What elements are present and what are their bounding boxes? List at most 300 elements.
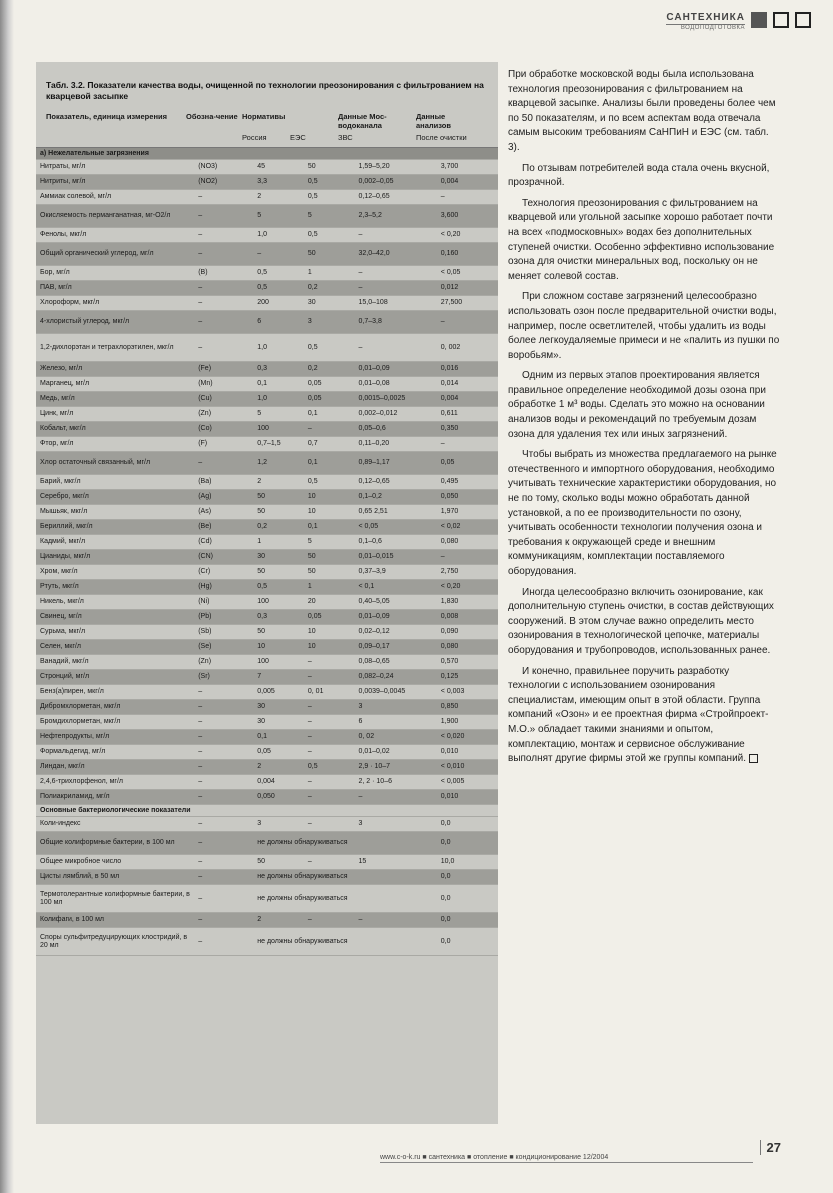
cell-russia: 3 <box>253 817 304 832</box>
cell-designation: (CN) <box>194 550 253 565</box>
cell-eec: – <box>304 913 355 928</box>
cell-after: < 0,02 <box>437 520 498 535</box>
cell-designation: (NO3) <box>194 160 253 175</box>
article-paragraph: При обработке московской воды была использована технология преозонирования с фильтрованием на кварцевой засыпке. Анализы были проведены более чем по 50 показателям, и по всем аспектам вода отвечала самым высоким требованиям СаНПиН и ЕЭС (см. табл. 3). <box>508 69 776 153</box>
cell-designation: (Sb) <box>194 625 253 640</box>
header-zvs: ЗВС <box>338 133 353 142</box>
cell-designation: – <box>194 913 253 928</box>
cell-designation: (Cd) <box>194 535 253 550</box>
article-paragraph: Технология преозонирования с фильтрованием на кварцевой или угольной засыпке хорошо работает почти на всех «подмосковных» водах без дополнительных ступеней очистки. Особенно эффективно использование озона для очистки минеральных вод, поскольку он не меняет солевой состав. <box>508 197 775 282</box>
cell-after: 0,0 <box>437 817 498 832</box>
cell-eec: – <box>304 422 355 437</box>
cell-russia: не должны обнаруживаться <box>253 885 437 913</box>
header-subtitle: ВОДОПОДГОТОВКА <box>666 24 745 31</box>
cell-russia: 50 <box>253 505 304 520</box>
cell-indicator: Общее микробное число <box>36 855 194 870</box>
cell-eec: 1 <box>304 266 355 281</box>
cell-indicator: Свинец, мг/л <box>36 610 194 625</box>
cell-indicator: Железо, мг/л <box>36 362 194 377</box>
cell-after: 1,900 <box>437 715 498 730</box>
table-row <box>36 311 498 334</box>
cell-after: 0,014 <box>437 377 498 392</box>
cell-indicator: Сурьма, мкг/л <box>36 625 194 640</box>
cell-indicator: Бор, мг/л <box>36 266 194 281</box>
cell-eec: 50 <box>304 160 355 175</box>
cell-after: 3,700 <box>437 160 498 175</box>
cell-indicator: Цисты лямблий, в 50 мл <box>36 870 194 885</box>
cell-mosvodokanal: 3 <box>355 700 437 715</box>
cell-mosvodokanal: – <box>355 281 437 296</box>
cell-after: < 0,005 <box>437 775 498 790</box>
cell-eec: 1 <box>304 580 355 595</box>
cell-designation: – <box>194 885 253 913</box>
cell-designation: – <box>194 228 253 243</box>
article-paragraph: При сложном составе загрязнений целесообразно использовать озон после предварительной очистки воды, например, после осветлителей, чтобы удалить из воды более легкоудаляемые примеси и не «палить из пушки по воробьям». <box>508 291 780 361</box>
cell-mosvodokanal: 0,65 2,51 <box>355 505 437 520</box>
cell-russia: 30 <box>253 715 304 730</box>
table-row <box>36 281 498 296</box>
cell-designation: (Mn) <box>194 377 253 392</box>
cell-indicator: Ртуть, мкг/л <box>36 580 194 595</box>
cell-indicator: Дибромхлорметан, мкг/л <box>36 700 194 715</box>
cell-eec: 0,5 <box>304 228 355 243</box>
cell-designation: (Fe) <box>194 362 253 377</box>
cell-mosvodokanal: 0,37–3,9 <box>355 565 437 580</box>
cell-mosvodokanal: 6 <box>355 715 437 730</box>
cell-designation: – <box>194 855 253 870</box>
cell-indicator: Барий, мкг/л <box>36 475 194 490</box>
cell-indicator: Нефтепродукты, мг/л <box>36 730 194 745</box>
cell-eec: 30 <box>304 296 355 311</box>
cell-eec: 0,5 <box>304 190 355 205</box>
cell-mosvodokanal: 15,0–108 <box>355 296 437 311</box>
cell-eec: 50 <box>304 243 355 266</box>
cell-designation: – <box>194 243 253 266</box>
cell-mosvodokanal: 0,0015–0,0025 <box>355 392 437 407</box>
cell-eec: – <box>304 715 355 730</box>
cell-designation: – <box>194 296 253 311</box>
cell-designation: – <box>194 870 253 885</box>
table-row <box>36 928 498 956</box>
cell-after: – <box>437 437 498 452</box>
cell-designation: – <box>194 928 253 956</box>
cell-designation: (As) <box>194 505 253 520</box>
cell-designation: (Pb) <box>194 610 253 625</box>
cell-designation: (F) <box>194 437 253 452</box>
table-row <box>36 243 498 266</box>
cell-mosvodokanal: 0,0039–0,0045 <box>355 685 437 700</box>
cell-after: 2,750 <box>437 565 498 580</box>
cell-after: 0,0 <box>437 913 498 928</box>
cell-after: 0,611 <box>437 407 498 422</box>
cell-after: < 0,20 <box>437 580 498 595</box>
cell-eec: 0,5 <box>304 175 355 190</box>
cell-designation: – <box>194 452 253 475</box>
cell-eec: 10 <box>304 505 355 520</box>
cell-designation: (NO2) <box>194 175 253 190</box>
table-row <box>36 685 498 700</box>
table-row <box>36 855 498 870</box>
cell-mosvodokanal: 0,1–0,2 <box>355 490 437 505</box>
cell-designation: – <box>194 311 253 334</box>
cell-russia: 50 <box>253 855 304 870</box>
cell-designation: (Se) <box>194 640 253 655</box>
table-row <box>36 190 498 205</box>
cell-after: 0,012 <box>437 281 498 296</box>
table-row <box>36 205 498 228</box>
cell-after: 0,008 <box>437 610 498 625</box>
cell-russia: 2 <box>253 760 304 775</box>
cell-russia: 5 <box>253 407 304 422</box>
cell-after: – <box>437 550 498 565</box>
cell-indicator: Кобальт, мкг/л <box>36 422 194 437</box>
cell-indicator: Термотолерантные колиформные бактерии, в 100 мл <box>36 885 194 913</box>
cell-eec: – <box>304 700 355 715</box>
article-paragraph: Чтобы выбрать из множества предлагаемого на рынке отечественного и импортного оборудования, необходимо учитывать технические характеристики оборудования, но не по тому, сколько воды можно обработать данной установкой, а по ее производительности по озону, учитывать особенности технологии получения озона и требования к окружающей среде и внешним коммуникациям, комплектации поставляемого оборудования. <box>508 449 777 577</box>
table-row <box>36 266 498 281</box>
cell-mosvodokanal: 0,01–0,09 <box>355 610 437 625</box>
table-row <box>36 775 498 790</box>
cell-designation: (Ba) <box>194 475 253 490</box>
cell-mosvodokanal: 3 <box>355 817 437 832</box>
cell-mosvodokanal: 0,08–0,65 <box>355 655 437 670</box>
cell-eec: – <box>304 670 355 685</box>
cell-mosvodokanal: 0, 02 <box>355 730 437 745</box>
header-russia: Россия <box>242 133 267 142</box>
cell-russia: 0,5 <box>253 580 304 595</box>
cell-after: < 0,05 <box>437 266 498 281</box>
cell-indicator: Общие колиформные бактерии, в 100 мл <box>36 832 194 855</box>
cell-designation: (Ag) <box>194 490 253 505</box>
cell-mosvodokanal: < 0,05 <box>355 520 437 535</box>
header-after: После очистки <box>416 133 467 142</box>
header-square-outline-icon <box>773 12 789 28</box>
cell-mosvodokanal: – <box>355 228 437 243</box>
cell-indicator: Стронций, мг/л <box>36 670 194 685</box>
cell-eec: 0,5 <box>304 334 355 362</box>
table-row <box>36 296 498 311</box>
table-row <box>36 640 498 655</box>
cell-indicator: Фенолы, мкг/л <box>36 228 194 243</box>
page-number: 27 <box>760 1140 781 1155</box>
cell-after: 0, 002 <box>437 334 498 362</box>
cell-indicator: Окисляемость перманганатная, мг-О2/л <box>36 205 194 228</box>
cell-designation: (Cu) <box>194 392 253 407</box>
cell-russia: 0,004 <box>253 775 304 790</box>
cell-indicator: Общий органический углерод, мг/л <box>36 243 194 266</box>
cell-russia: 0,5 <box>253 266 304 281</box>
cell-russia: – <box>253 243 304 266</box>
cell-mosvodokanal: 0,40–5,05 <box>355 595 437 610</box>
cell-designation: – <box>194 790 253 805</box>
cell-indicator: Хлороформ, мкг/л <box>36 296 194 311</box>
table-row <box>36 885 498 913</box>
cell-russia: 30 <box>253 550 304 565</box>
table-row <box>36 580 498 595</box>
header-eec: ЕЭС <box>290 133 306 142</box>
table-row <box>36 832 498 855</box>
header-analysis: Данные анализов <box>416 112 451 130</box>
table-row <box>36 452 498 475</box>
cell-eec: – <box>304 790 355 805</box>
cell-after: – <box>437 311 498 334</box>
cell-eec: 50 <box>304 550 355 565</box>
cell-russia: 2 <box>253 913 304 928</box>
cell-russia: не должны обнаруживаться <box>253 832 437 855</box>
cell-after: 0,05 <box>437 452 498 475</box>
cell-russia: 3,3 <box>253 175 304 190</box>
table-row <box>36 175 498 190</box>
table-row <box>36 817 498 832</box>
table-row <box>36 655 498 670</box>
article-paragraph: И конечно, правильнее поручить разработку технологии с использованием озонирования специалистам, имеющим опыт в этой области. Группа компаний «Озон» и ее проектная фирма «Стройпроект-М.О.» обладает такими знаниями и опытом, комплектацию, монтаж и сервисное обслуживание выполнят другие фирмы этой же группы компаний. <box>508 665 769 765</box>
table-row <box>36 610 498 625</box>
cell-russia: 50 <box>253 490 304 505</box>
cell-indicator: Бромдихлорметан, мкг/л <box>36 715 194 730</box>
cell-designation: – <box>194 760 253 775</box>
cell-designation: – <box>194 685 253 700</box>
cell-eec: 5 <box>304 535 355 550</box>
cell-mosvodokanal: 0,002–0,05 <box>355 175 437 190</box>
section-header-row <box>36 805 498 817</box>
cell-mosvodokanal: 2,3–5,2 <box>355 205 437 228</box>
cell-russia: 0,7–1,5 <box>253 437 304 452</box>
cell-after: 0,125 <box>437 670 498 685</box>
cell-after: 0,004 <box>437 175 498 190</box>
cell-eec: – <box>304 817 355 832</box>
cell-eec: – <box>304 855 355 870</box>
header-square-outline-icon <box>795 12 811 28</box>
cell-after: 0,050 <box>437 490 498 505</box>
cell-indicator: Полиакриламид, мг/л <box>36 790 194 805</box>
cell-after: 0,016 <box>437 362 498 377</box>
table-row <box>36 625 498 640</box>
cell-after: 1,830 <box>437 595 498 610</box>
cell-after: 0,090 <box>437 625 498 640</box>
cell-eec: – <box>304 775 355 790</box>
cell-eec: 0,1 <box>304 407 355 422</box>
cell-indicator: Бериллий, мкг/л <box>36 520 194 535</box>
table-row <box>36 334 498 362</box>
table-row <box>36 422 498 437</box>
section-title: а) Нежелательные загрязнения <box>36 148 498 160</box>
table-header <box>36 108 498 148</box>
cell-russia: 50 <box>253 625 304 640</box>
cell-eec: 3 <box>304 311 355 334</box>
cell-eec: 0,7 <box>304 437 355 452</box>
cell-designation: (Cr) <box>194 565 253 580</box>
table-row <box>36 790 498 805</box>
cell-after: 0,004 <box>437 392 498 407</box>
cell-mosvodokanal: – <box>355 266 437 281</box>
cell-russia: 0,1 <box>253 377 304 392</box>
cell-after: < 0,020 <box>437 730 498 745</box>
table-row <box>36 870 498 885</box>
cell-designation: – <box>194 745 253 760</box>
cell-russia: 2 <box>253 190 304 205</box>
cell-mosvodokanal: 2, 2 · 10–6 <box>355 775 437 790</box>
cell-mosvodokanal: – <box>355 334 437 362</box>
cell-mosvodokanal: 0,12–0,65 <box>355 475 437 490</box>
table-row <box>36 520 498 535</box>
cell-after: 0,350 <box>437 422 498 437</box>
cell-russia: 100 <box>253 422 304 437</box>
cell-russia: 1,0 <box>253 334 304 362</box>
cell-mosvodokanal: 32,0–42,0 <box>355 243 437 266</box>
table-row <box>36 437 498 452</box>
cell-russia: не должны обнаруживаться <box>253 928 437 956</box>
section-title: Основные бактериологические показатели <box>36 805 498 817</box>
cell-designation: (Zn) <box>194 655 253 670</box>
cell-designation: – <box>194 817 253 832</box>
cell-russia: 0,050 <box>253 790 304 805</box>
cell-eec: 0,2 <box>304 281 355 296</box>
cell-after: 0,0 <box>437 832 498 855</box>
cell-russia: 0,2 <box>253 520 304 535</box>
cell-russia: 2 <box>253 475 304 490</box>
cell-indicator: Кадмий, мкг/л <box>36 535 194 550</box>
cell-mosvodokanal: 0,01–0,08 <box>355 377 437 392</box>
table-row <box>36 160 498 175</box>
cell-russia: 10 <box>253 640 304 655</box>
cell-designation: – <box>194 205 253 228</box>
cell-indicator: Цианиды, мкг/л <box>36 550 194 565</box>
cell-designation: – <box>194 832 253 855</box>
cell-designation: (Hg) <box>194 580 253 595</box>
cell-after: 0,0 <box>437 870 498 885</box>
header-title: САНТЕХНИКА <box>666 12 745 23</box>
cell-mosvodokanal: 0,082–0,24 <box>355 670 437 685</box>
cell-after: < 0,010 <box>437 760 498 775</box>
table-row <box>36 700 498 715</box>
cell-designation: (Sr) <box>194 670 253 685</box>
cell-indicator: Мышьяк, мкг/л <box>36 505 194 520</box>
cell-after: 0,160 <box>437 243 498 266</box>
cell-mosvodokanal: – <box>355 913 437 928</box>
cell-indicator: 4-хлористый углерод, мкг/л <box>36 311 194 334</box>
page-spine <box>0 0 14 1193</box>
table-row <box>36 730 498 745</box>
table-row <box>36 715 498 730</box>
cell-russia: не должны обнаруживаться <box>253 870 437 885</box>
cell-indicator: Формальдегид, мг/л <box>36 745 194 760</box>
cell-russia: 1 <box>253 535 304 550</box>
cell-designation: – <box>194 281 253 296</box>
table-row <box>36 670 498 685</box>
cell-designation: (В) <box>194 266 253 281</box>
cell-eec: 0,1 <box>304 520 355 535</box>
table-row <box>36 228 498 243</box>
cell-eec: 10 <box>304 640 355 655</box>
cell-designation: (Be) <box>194 520 253 535</box>
section-header-row <box>36 148 498 160</box>
cell-mosvodokanal: 0,1–0,6 <box>355 535 437 550</box>
cell-eec: 10 <box>304 490 355 505</box>
cell-indicator: Никель, мкг/л <box>36 595 194 610</box>
cell-mosvodokanal: 0,01–0,09 <box>355 362 437 377</box>
cell-indicator: Медь, мг/л <box>36 392 194 407</box>
table-row <box>36 377 498 392</box>
cell-after: 0,080 <box>437 640 498 655</box>
cell-indicator: Споры сульфитредуцирующих клостридий, в 20 мл <box>36 928 194 956</box>
cell-indicator: Коли-индекс <box>36 817 194 832</box>
header-mosvodokanal: Данные Мос-водоканала <box>338 112 387 130</box>
header-indicator: Показатель, единица измерения <box>46 112 167 121</box>
cell-russia: 6 <box>253 311 304 334</box>
cell-russia: 100 <box>253 655 304 670</box>
cell-designation: – <box>194 700 253 715</box>
header-norms: Нормативы <box>242 112 286 121</box>
cell-designation: – <box>194 715 253 730</box>
cell-mosvodokanal: 0,89–1,17 <box>355 452 437 475</box>
article-text <box>508 68 780 773</box>
cell-designation: – <box>194 190 253 205</box>
table-row <box>36 913 498 928</box>
cell-eec: 0,5 <box>304 760 355 775</box>
cell-russia: 100 <box>253 595 304 610</box>
cell-designation: – <box>194 775 253 790</box>
cell-mosvodokanal: 0,02–0,12 <box>355 625 437 640</box>
cell-russia: 1,0 <box>253 228 304 243</box>
cell-mosvodokanal: 0,12–0,65 <box>355 190 437 205</box>
cell-russia: 0,5 <box>253 281 304 296</box>
table-caption: Табл. 3.2. Показатели качества воды, очищенной по технологии преозонирования с фильтрованием на кварцевой засыпке <box>46 80 484 101</box>
table-row <box>36 565 498 580</box>
table-row <box>36 760 498 775</box>
cell-after: 0,570 <box>437 655 498 670</box>
cell-indicator: Аммиак солевой, мг/л <box>36 190 194 205</box>
cell-russia: 1,2 <box>253 452 304 475</box>
cell-eec: – <box>304 745 355 760</box>
cell-after: 3,600 <box>437 205 498 228</box>
cell-russia: 30 <box>253 700 304 715</box>
cell-mosvodokanal: 0,01–0,02 <box>355 745 437 760</box>
cell-after: 27,500 <box>437 296 498 311</box>
cell-designation: – <box>194 730 253 745</box>
cell-eec: 0,05 <box>304 377 355 392</box>
table-row <box>36 595 498 610</box>
cell-eec: 50 <box>304 565 355 580</box>
cell-after: 0,850 <box>437 700 498 715</box>
cell-russia: 0,005 <box>253 685 304 700</box>
cell-indicator: Линдан, мкг/л <box>36 760 194 775</box>
table-row <box>36 362 498 377</box>
cell-mosvodokanal: < 0,1 <box>355 580 437 595</box>
cell-eec: 5 <box>304 205 355 228</box>
cell-indicator: Нитриты, мг/л <box>36 175 194 190</box>
cell-designation: – <box>194 334 253 362</box>
cell-mosvodokanal: 0,01–0,015 <box>355 550 437 565</box>
header-designation: Обозна-чение <box>186 112 238 121</box>
cell-eec: 10 <box>304 625 355 640</box>
cell-designation: (Zn) <box>194 407 253 422</box>
cell-designation: (Co) <box>194 422 253 437</box>
cell-indicator: Хром, мкг/л <box>36 565 194 580</box>
cell-indicator: Селен, мкг/л <box>36 640 194 655</box>
table-row <box>36 490 498 505</box>
cell-after: < 0,20 <box>437 228 498 243</box>
cell-eec: 0,05 <box>304 610 355 625</box>
cell-russia: 200 <box>253 296 304 311</box>
table-row <box>36 535 498 550</box>
cell-after: 0,0 <box>437 885 498 913</box>
cell-designation: (Ni) <box>194 595 253 610</box>
cell-russia: 1,0 <box>253 392 304 407</box>
cell-indicator: Бенз(а)пирен, мкг/л <box>36 685 194 700</box>
cell-russia: 0,3 <box>253 362 304 377</box>
cell-mosvodokanal: 0,09–0,17 <box>355 640 437 655</box>
table-row <box>36 505 498 520</box>
